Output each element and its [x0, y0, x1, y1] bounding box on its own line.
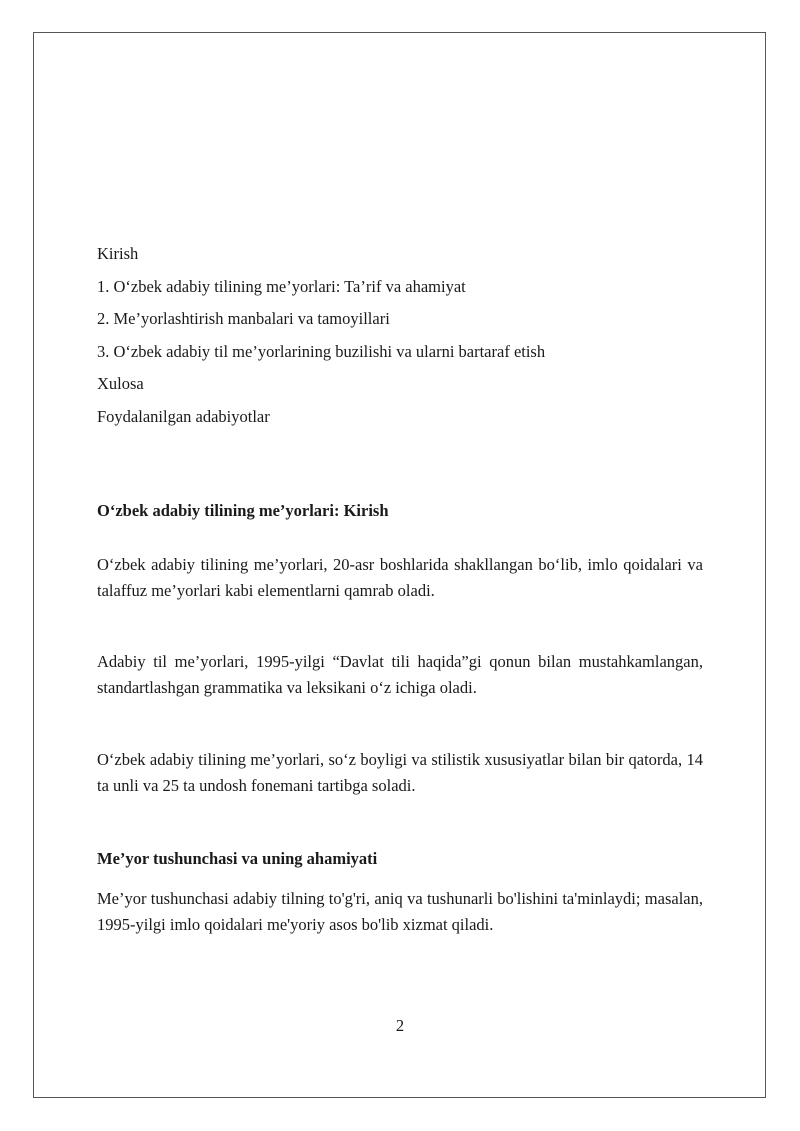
section-1-paragraph-3: O‘zbek adabiy tilining me’yorlari, so‘z boyligi va stilistik xususiyatlar bilan bir qatorda, 14 ta unli va 25 ta undosh fonemani tartibga soladi. [97, 750, 703, 795]
section-1-heading: O‘zbek adabiy tilining me’yorlari: Kirish [97, 501, 389, 520]
toc-item-conclusion: Xulosa [97, 374, 144, 394]
section-2-heading: Me’yor tushunchasi va uning ahamiyati [97, 849, 378, 868]
toc-item-intro: Kirish [97, 244, 139, 263]
section-1-paragraph-2: Adabiy til me’yorlari, 1995-yilgi “Davlat tili haqida”gi qonun bilan mustahkamlangan, standartlashgan grammatika va leksikani o‘z ichiga oladi. [97, 652, 703, 697]
table-of-contents [97, 243, 703, 439]
toc-item-references: Foydalanilgan adabiyotlar [97, 406, 270, 426]
toc-item-chapter-1: 1. O‘zbek adabiy tilining me’yorlari: Ta’rif va ahamiyat [97, 276, 466, 296]
page-number: 2 [395, 1016, 405, 1035]
toc-item-chapter-2: 2. Me’yorlashtirish manbalari va tamoyillari [97, 309, 390, 329]
section-1-paragraph-1: O‘zbek adabiy tilining me’yorlari, 20-asr boshlarida shakllangan bo‘lib, imlo qoidalari va talaffuz me’yorlari kabi elementlarni qamrab oladi. [97, 555, 703, 600]
toc-item-chapter-3: 3. O‘zbek adabiy til me’yorlarining buzilishi va ularni bartaraf etish [97, 341, 546, 361]
section-2-paragraph-1: Me’yor tushunchasi adabiy tilning to'g'ri, aniq va tushunarli bo'lishini ta'minlaydi; masalan, 1995-yilgi imlo qoidalari me'yoriy asos bo'lib xizmat qiladi. [97, 889, 703, 934]
